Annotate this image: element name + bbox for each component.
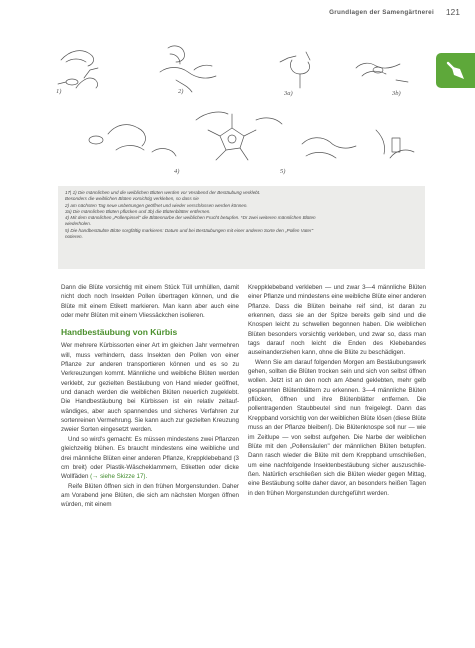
caption-line: 3a) Die männlichen Blüten pflücken und 3b) die Blütenblätter entfernen.	[65, 208, 211, 214]
running-header	[300, 7, 460, 21]
caption-line: 4) Mit dem männlichen „Pollenpinsel" die Blütennarbe der weiblichen Frucht betupfen. *Dr zwei weiteren männlichen Blüten	[65, 215, 316, 221]
panel-label-4: 4)	[174, 168, 180, 175]
left-column	[61, 283, 239, 510]
running-header-title: Grundlagen der Samengärtnerei	[329, 9, 434, 16]
trowel-icon	[444, 59, 468, 83]
intro-paragraph: Dann die Blüte vorsichtig mit einem Stück Tüll umhüllen, damit nicht doch noch Insekten Pollen übertragen können, und die Blüte mit einem Etikett markieren. Man kann aber auch eine oder mehr Blüten mit einem Vliessäckchen isolieren.	[61, 284, 239, 320]
body-paragraph: Wer mehrere Kürbissorten einer Art im gleichen Jahr vermehren will, muss verhindern, dass Insekten den Pollen von einer Pflanze zur anderen transportieren können und es so zu Verkreuzungen kommt. Männliche und weibliche Blüten werden verklebt, zur gezielten Bestäubung von Hand wieder geöffnet, und danach werden die weiblichen Blüten neuerlich zugeklebt. Die Handbestäubung bei Kürbissen ist ein relativ zeitaufwändiges, aber auch spannendes und sicheres Verfahren zur sortenreinen Vermehrung. Sie kann auch zur gezielten Kreuzung zweier Sorten eingesetzt werden.	[61, 342, 239, 434]
sketch-reference-link[interactable]: (→ siehe Skizze 17).	[90, 473, 148, 481]
section-heading: Handbestäubung von Kürbis	[61, 327, 178, 338]
right-column	[248, 283, 426, 498]
pollination-sketches	[56, 40, 428, 180]
body-paragraph: Reife Blüten öffnen sich in den frühen Morgenstunden. Daher am Vorabend jene Blüten, die sich am nächsten Morgen öffnen würden, mit einem	[61, 482, 239, 509]
body-paragraph: Wenn Sie am darauf folgenden Morgen am Bestäubungswerk gehen, sollten die Blüten trocken sein und sich von selbst öffnen wollen. Jetzt ist an den noch am Abend geklebten, mehr gelb gespannten Blütenblättern zu erkennen. 3—4 männliche Blüten pflücken, öffnen und ihre Blütenblätter entfernen. Die pollentragenden Staubbeutel sind nun freigelegt. Dann das Kreppband vorsichtig von der weiblichen Blüte lösen (diese Blüte muss an der Pflanze bleiben!). Die Blütenknospe soll nur — wie im Zeitlupe — von selbst aufgehen. Die Narbe der weiblichen Blüte mit den „Pollensäulen" der männlichen Blüten betupfen. Dann rasch wieder die Blüte mit dem Kreppband umschließen, um eine nachfolgende Insektenbestäubung sicher auszuschließen. Natürlich erschließen sich die Blüten wieder gegen Mittag, eine Bestäubung sollte daher davor, an besonders heißen Tagen in den frühen Morgenstunden durchgeführt werden.	[248, 358, 426, 497]
caption-line: Besonders die weiblichen Blüten vorsichtig verkleben, so dass sie	[65, 196, 199, 202]
caption-line: notieren.	[65, 234, 83, 240]
caption-line: 17| 1) Die männlichen und die weiblichen Blüten werden vor Verabend der Bestäubung verklebt.	[65, 190, 261, 195]
chapter-tab	[436, 53, 475, 88]
panel-label-3b: 3b)	[392, 90, 401, 97]
panel-label-5: 5)	[280, 168, 286, 175]
body-paragraph-text: Und so wird's gemacht: Es müssen mindestens zwei Pflanzen gleichzeitig blühen. Es braucht mindestens eine weibliche und drei männliche Blüten einer anderen Pflanze, Kreppklebeband (3 cm breit) oder Plastik-Wäscheklammern, Etiketten oder dicke Wollfäden	[61, 435, 239, 481]
figure-caption	[58, 186, 425, 269]
caption-line: 2) am nächsten Tag neue unbetrungen geöffnet und wieder verschlossen werden können.	[65, 202, 248, 208]
panel-label-3a: 3a)	[284, 90, 293, 97]
pollination-illustration	[56, 40, 428, 180]
caption-line: 5) Die handbestäubte Blüte sorgfältig markieren: Datum und bei Bestäubungen mit einer anderen Sorte den „Pollen Vater"	[65, 227, 314, 233]
body-paragraph	[61, 435, 239, 482]
panel-label-2: 2)	[178, 88, 184, 95]
body-paragraph: Kreppklebeband verkleben — und zwar 3—4 männliche Blüten einer Pflanze und mindestens eine weibliche Blüte einer anderen Pflanze. Dass die Blüten beinahe reif sind, ist daran zu erkennen, dass sie an der Spitze bereits gelb sind und die Knospen leicht zu schwellen begonnen haben. Die weiblichen Blüten besonders vorsichtig verkleben, und zwar so, dass man tags darauf noch leicht die Enden des Klebebandes auseinanderziehen kann, ohne die Blüte zu beschädigen.	[248, 284, 426, 357]
page-number: 121	[445, 7, 460, 17]
caption-line: wiederholen.	[65, 221, 92, 227]
panel-label-1: 1)	[56, 88, 62, 95]
